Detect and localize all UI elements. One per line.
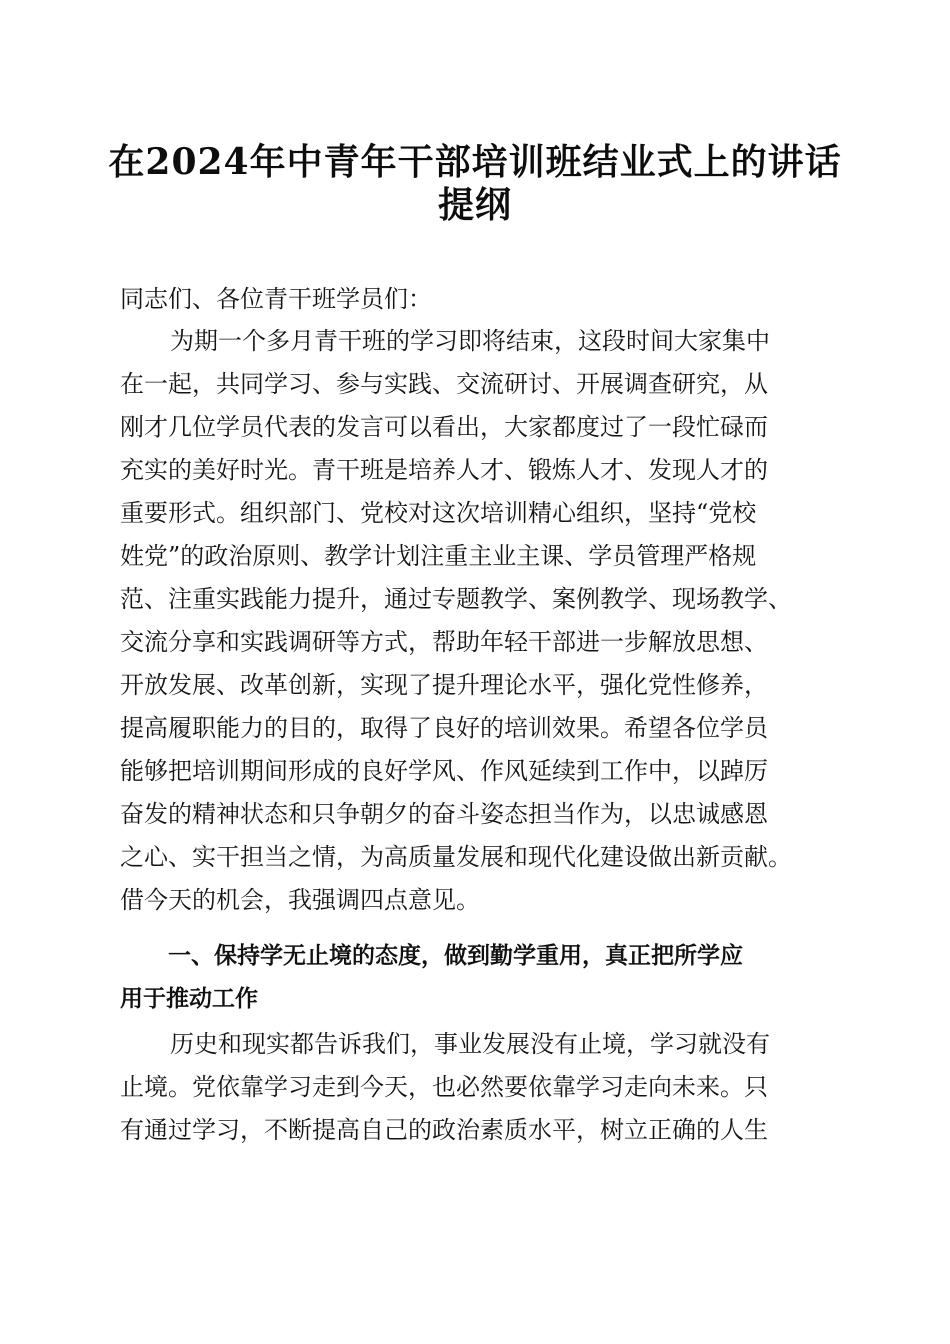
paragraph-1-line: 范、注重实践能力提升，通过专题教学、案例教学、现场教学、 [120,585,792,613]
paragraph-1-line: 刚才几位学员代表的发言可以看出，大家都度过了一段忙碌而 [120,413,768,441]
paragraph-1-line: 交流分享和实践调研等方式，帮助年轻干部进一步解放思想、 [120,628,768,656]
paragraph-1-line: 之心、实干担当之情，为高质量发展和现代化建设做出新贡献。 [120,843,792,871]
paragraph-2-line: 止境。党依靠学习走到今天，也必然要依靠学习走向未来。只 [120,1073,768,1101]
document-title-line-2: 提纲 [437,184,512,226]
paragraph-1-line: 在一起，共同学习、参与实践、交流研讨、开展调查研究，从 [120,370,768,398]
document-title-line-1: 在2024年中青年干部培训班结业式上的讲话 [108,141,842,183]
section-heading-1: 一、保持学无止境的态度，做到勤学重用，真正把所学应 [168,943,743,969]
paragraph-1-line: 重要形式。组织部门、党校对这次培训精心组织，坚持“党校 [120,499,757,527]
paragraph-2-line: 历史和现实都告诉我们，事业发展没有止境，学习就没有 [170,1030,770,1058]
paragraph-1-line: 充实的美好时光。青干班是培养人才、锻炼人才、发现人才的 [120,456,768,484]
paragraph-2-line: 有通过学习，不断提高自己的政治素质水平，树立正确的人生 [120,1116,768,1144]
paragraph-1-line: 为期一个多月青干班的学习即将结束，这段时间大家集中 [170,327,770,355]
paragraph-1-line: 奋发的精神状态和只争朝夕的奋斗姿态担当作为，以忠诚感恩 [120,800,768,828]
salutation: 同志们、各位青干班学员们： [120,285,432,313]
paragraph-1-line: 开放发展、改革创新，实现了提升理论水平，强化党性修养， [120,671,768,699]
paragraph-1-line: 提高履职能力的目的，取得了良好的培训效果。希望各位学员 [120,714,768,742]
section-heading-1-continued: 用于推动工作 [120,986,258,1012]
paragraph-1-line: 借今天的机会，我强调四点意见。 [120,886,480,914]
paragraph-1-line: 能够把培训期间形成的良好学风、作风延续到工作中，以踔厉 [120,757,768,785]
paragraph-1-line: 姓党”的政治原则、教学计划注重主业主课、学员管理严格规 [120,542,757,570]
